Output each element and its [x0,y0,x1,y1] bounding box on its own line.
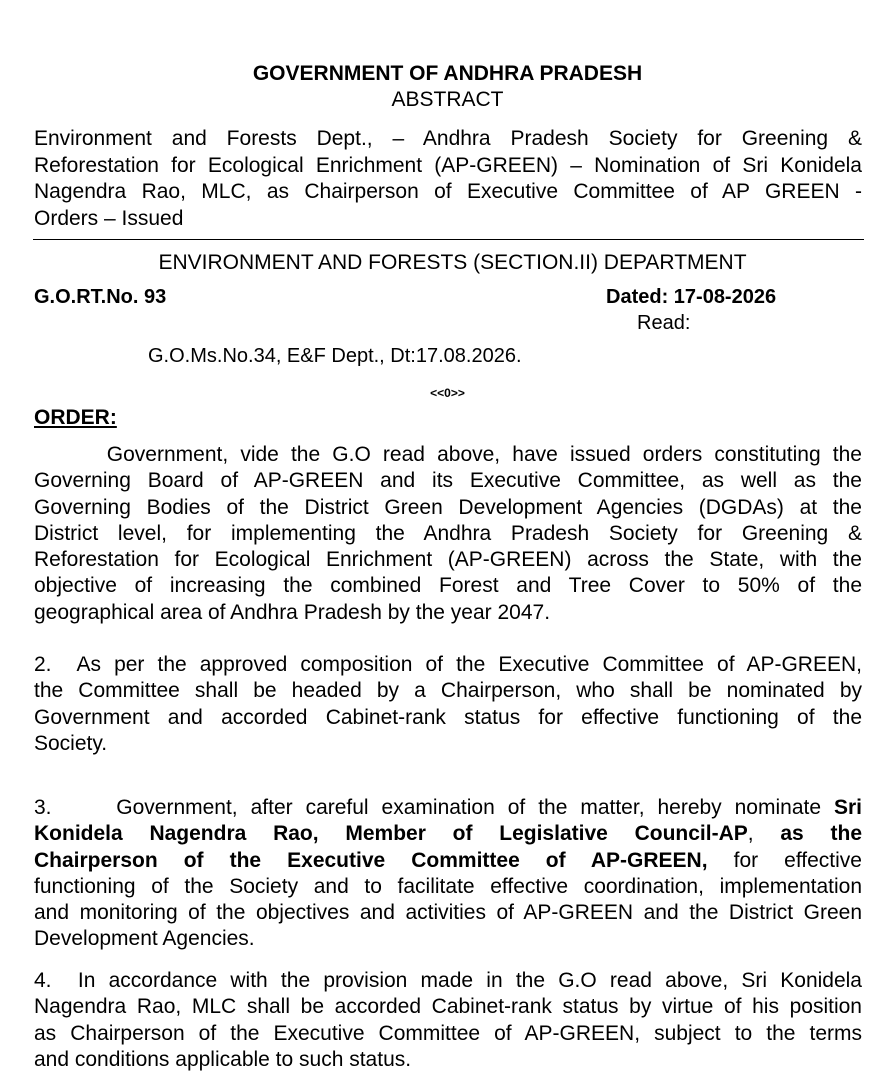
abstract-heading: ABSTRACT [391,88,504,111]
paragraph-line: objective of increasing the combined Forest and Tree Cover to 50% of the [34,574,862,598]
subject-line: Nagendra Rao, MLC, as Chairperson of Executive Committee of AP GREEN - [34,180,862,203]
paragraph-line: 2. As per the approved composition of the Executive Committee of AP-GREEN, [34,653,862,676]
paragraph-text: for effective [707,848,862,872]
section-separator: <<0>> [430,386,465,400]
go-date: Dated: 17-08-2026 [606,286,777,308]
paragraph-line: and monitoring of the objectives and activities of AP-GREEN and the District Green [34,901,862,925]
paragraph-text: 3. Government, after careful examination of the matter, hereby nominate [34,796,834,819]
paragraph-line [34,821,862,847]
paragraph-line: Nagendra Rao, MLC shall be accorded Cabinet-rank status by virtue of his position [34,995,862,1019]
paragraph-line [34,795,862,821]
nominee-bold-text: Konidela Nagendra Rao, Member of Legislative Council-AP [34,822,748,846]
paragraph-line: geographical area of Andhra Pradesh by the year 2047. [34,600,551,624]
go-number: G.O.RT.No. 93 [34,286,167,308]
paragraph-2 [34,652,862,757]
horizontal-rule [33,239,864,240]
paragraph-line: Governing Board of AP-GREEN and its Executive Committee, as well as the [34,469,862,493]
government-title: GOVERNMENT OF ANDHRA PRADESH [252,62,643,85]
paragraph-line: Government and accorded Cabinet-rank status for effective functioning of the [34,705,862,729]
paragraph-line: Reforestation for Ecological Enrichment (AP-GREEN) across the State, with the [34,548,862,572]
subject-line: Environment and Forests Dept., – Andhra Pradesh Society for Greening & [34,127,862,150]
paragraph-text: , [747,822,754,846]
subject-line: Orders – Issued [34,206,184,230]
paragraph-line: Governing Bodies of the District Green Development Agencies (DGDAs) at the [34,495,862,519]
paragraph-line: functioning of the Society and to facilitate effective coordination, implementation [34,874,862,898]
paragraph-3 [34,795,862,953]
nominee-bold-text: Chairperson of the Executive Committee of AP-GREEN, [34,848,708,872]
paragraph-line [34,848,862,874]
department-heading: ENVIRONMENT AND FORESTS (SECTION.II) DEPARTMENT [158,251,747,274]
order-heading: ORDER: [34,406,117,429]
paragraph-4 [34,968,862,1073]
nominee-bold-text: Sri [833,796,862,819]
nominee-bold-text: as the [753,822,862,846]
paragraph-line: District level, for implementing the Andhra Pradesh Society for Greening & [34,521,862,545]
paragraph-line: as Chairperson of the Executive Committee of AP-GREEN, subject to the terms [34,1021,862,1045]
paragraph-line: the Committee shall be headed by a Chairperson, who shall be nominated by [34,679,862,703]
subject-line: Reforestation for Ecological Enrichment (AP-GREEN) – Nomination of Sri Konidela [34,153,862,177]
reference-line: G.O.Ms.No.34, E&F Dept., Dt:17.08.2026. [148,345,522,367]
paragraph-line: 4. In accordance with the provision made in the G.O read above, Sri Konidela [34,969,862,992]
paragraph-line: and conditions applicable to such status. [34,1047,412,1071]
paragraph-line: Development Agencies. [34,927,255,951]
read-label: Read: [637,312,691,334]
subject-block [34,126,862,232]
paragraph-line: Government, vide the G.O read above, have issued orders constituting the [34,443,862,466]
paragraph-line: Society. [34,731,108,755]
paragraph-1 [34,442,862,626]
